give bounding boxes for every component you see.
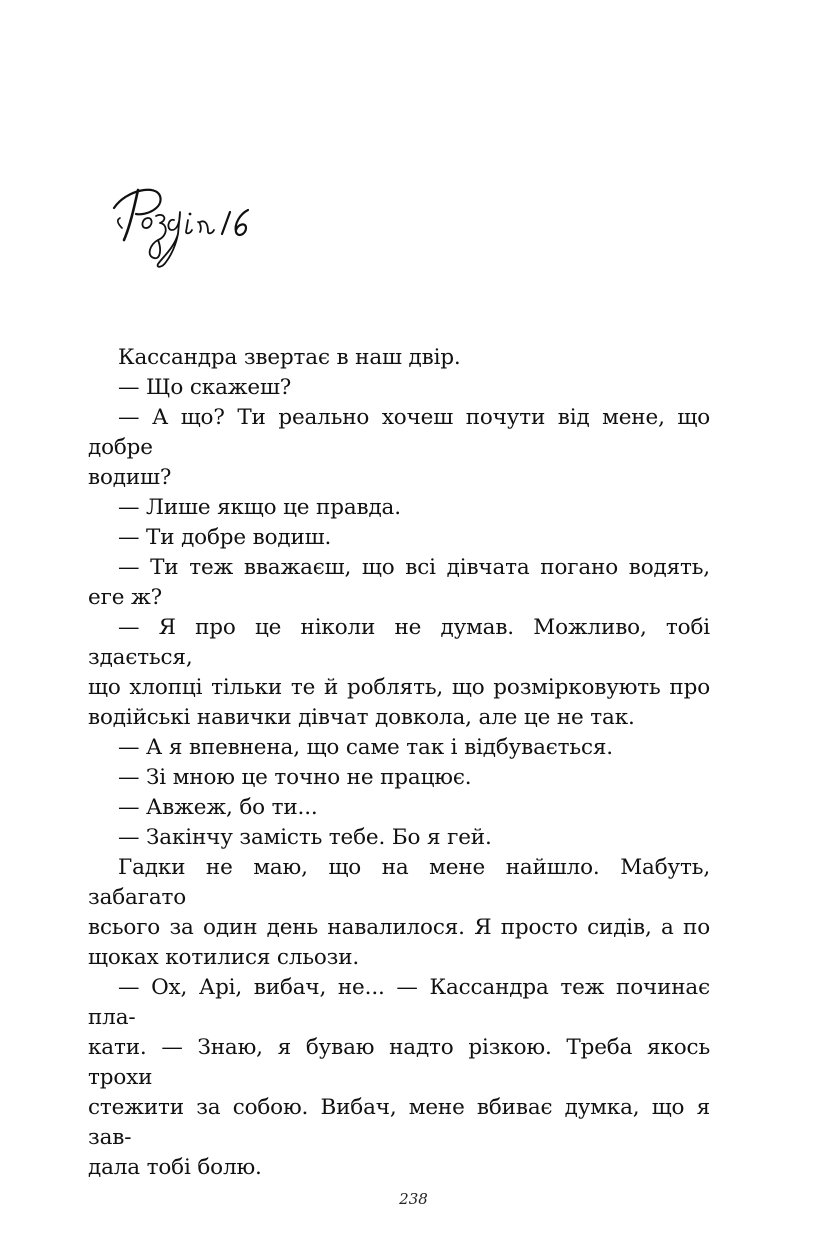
chapter-heading (108, 178, 258, 270)
paragraph: — Що скажеш? (118, 375, 292, 400)
text-line: що хлопці тільки те й роблять, що розмірковують про (88, 675, 710, 700)
page-number: 238 (399, 1190, 428, 1208)
text-line: — Я про це ніколи не думав. Можливо, тобі здається, (88, 615, 710, 670)
paragraph (88, 613, 710, 733)
text-line: — Ох, Арі, вибач, не... — Кассандра теж починає пла- (88, 975, 710, 1030)
chapter-title-script (108, 178, 258, 270)
text-line: дала тобі болю. (88, 1155, 262, 1180)
text-line: щоках котилися сльози. (88, 945, 360, 970)
paragraph: Кассандра звертає в наш двір. (118, 345, 461, 370)
paragraph: — Авжеж, бо ти... (118, 795, 318, 820)
text-line: водійські навички дівчат довкола, але це не так. (88, 705, 635, 730)
text-line: стежити за собою. Вибач, мене вбиває думка, що я зав- (88, 1095, 710, 1150)
paragraph (88, 973, 710, 1183)
paragraph: — Лише якщо це правда. (118, 495, 401, 520)
paragraph (88, 853, 710, 973)
text-line: водиш? (88, 465, 172, 490)
text-line: всього за один день навалилося. Я просто сидів, а по (88, 915, 710, 940)
paragraph: — А я впевнена, що саме так і відбувається. (118, 735, 613, 760)
chapter-title (258, 178, 259, 179)
body-text (88, 343, 710, 1183)
text-line: кати. — Знаю, я буваю надто різкою. Треба якось трохи (88, 1035, 710, 1090)
paragraph (88, 403, 710, 493)
text-line: — А що? Ти реально хочеш почути від мене, що добре (88, 405, 710, 460)
paragraph: — Ти теж вважаєш, що всі дівчата погано водять, еге ж? (88, 555, 710, 610)
paragraph: — Ти добре водиш. (118, 525, 332, 550)
text-line: Гадки не маю, що на мене найшло. Мабуть, забагато (88, 855, 710, 910)
paragraph: — Закінчу замість тебе. Бо я гей. (118, 825, 492, 850)
paragraph: — Зі мною це точно не працює. (118, 765, 472, 790)
